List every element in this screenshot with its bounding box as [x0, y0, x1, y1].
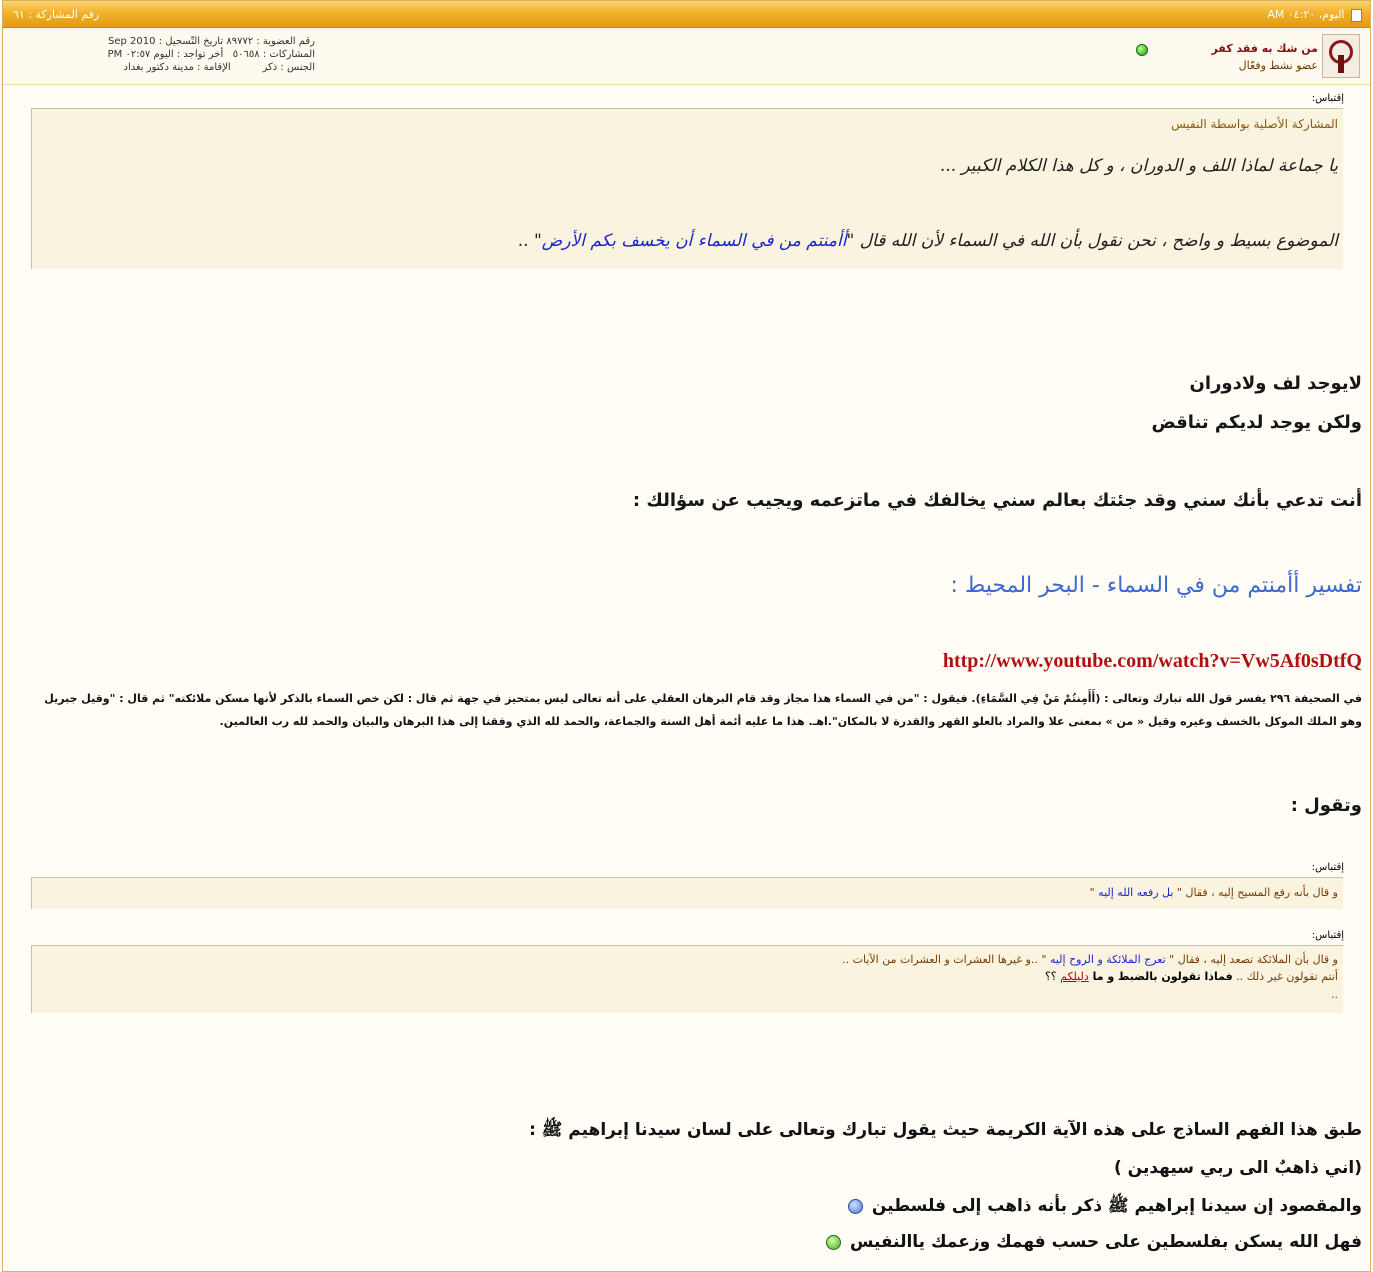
- quote-line: ..: [1331, 988, 1338, 1001]
- quote-box: [31, 108, 1343, 269]
- quote-line: أنتم تقولون غير ذلك .. فماذا تقولون بالضبط و ما دليلكم ؟؟: [1044, 970, 1338, 983]
- post-body: [3, 85, 1370, 1271]
- youtube-link[interactable]: http://www.youtube.com/watch?v=Vw5Af0sDtfQ: [942, 650, 1362, 672]
- member-number: رقم العضوية : ٨٩٧٧٢: [226, 36, 315, 47]
- username-link[interactable]: من شك به فقد كفر: [1211, 42, 1318, 55]
- last-seen: أخر تواجد : اليوم ٠٢:٥٧ PM: [107, 49, 224, 60]
- quote-author: المشاركة الأصلية بواسطة النفيس: [1171, 117, 1338, 131]
- verse-line: (اني ذاهبٌ الى ربي سيهدين ): [1113, 1158, 1362, 1178]
- quote-label: إقتباس:: [1311, 862, 1344, 873]
- post-number-link[interactable]: رقم المشاركة : ٦١: [13, 8, 100, 21]
- residence: الإقامة : مدينة دكتور بغداد: [123, 62, 231, 73]
- user-info-bar: [3, 28, 1370, 85]
- post-header-bar: [3, 1, 1370, 28]
- online-status-icon: [1136, 44, 1148, 56]
- crying-smiley-icon: [848, 1199, 863, 1214]
- text-line: لايوجد لف ولادوران: [1189, 373, 1362, 394]
- tafsir-heading: تفسير أأمنتم من في السماء - البحر المحيط :: [950, 573, 1362, 598]
- quote-box: [31, 945, 1343, 1013]
- registration-date: تاريخ التّسجيل : Sep 2010: [108, 36, 224, 47]
- quote-line: و قال بأن الملائكة تصعد إليه ، فقال " تعرج الملائكة و الروح إليه " ..و غيرها العشرات و العشرات من الآيات ..: [842, 953, 1338, 966]
- text-line: طبق هذا الفهم الساذج على هذه الآية الكريمة حيث يقول تبارك وتعالى على لسان سيدنا إبراهيم ﷺ :: [529, 1120, 1362, 1140]
- quote-label: إقتباس:: [1311, 93, 1344, 104]
- user-title: عضو نشط وفعّال: [1238, 59, 1318, 72]
- user-stats: [95, 35, 315, 74]
- quote-line: الموضوع بسيط و واضح ، نحن نقول بأن الله في السماء لأن الله قال "أأمنتم من في السماء أن يخسف بكم الأرض" ..: [517, 231, 1338, 251]
- post-frame: [2, 0, 1371, 1272]
- quote-box: [31, 877, 1343, 909]
- post-count: المشاركات : ٥٠٦٥٨: [232, 49, 315, 60]
- grinning-smiley-icon: [826, 1235, 841, 1250]
- quote-label: إقتباس:: [1311, 930, 1344, 941]
- quote-line: يا جماعة لماذا اللف و الدوران ، و كل هذا الكلام الكبير ...: [939, 156, 1338, 176]
- post-date: [1267, 8, 1362, 22]
- text-line: وتقول :: [1290, 795, 1362, 816]
- text-line: والمقصود إن سيدنا إبراهيم ﷺ ذكر بأنه ذاهب إلى فلسطين: [845, 1195, 1362, 1220]
- text-line: فهل الله يسكن بفلسطين على حسب فهمك وزعمك ياالنفيس: [823, 1232, 1362, 1252]
- tafsir-paragraph: في الصحيفة ٢٩٦ يفسر قول الله تبارك وتعالى : (أَأَمِنتُمْ مَنْ فِي السَّمَاءِ). فيقول : "من في السماء هذا مجاز وقد قام البرهان العقلي على أنه تعالى ليس بمتحيز في جهة ثم قال : لكن خص السماء بالذكر لأنها مسكن ملائكته" ثم قال : "وقيل جبريل وهو الملك الموكل بالخسف وغيره وقيل « من » بمعنى علا والمراد بالعلو القهر والقدرة لا بالمكان".اهـ. هذا ما عليه أئمة أهل السنة والجماعة، والحمد لله الذي وفقنا إلى هذا البرهان والبيان والحمد لله رب العالمين.: [44, 692, 1362, 728]
- post-date-text: اليوم، ٠٤:٢٠ AM: [1267, 8, 1345, 21]
- quote-line: و قال بأنه رفع المسيح إليه ، فقال " بل رفعه الله إليه ": [1089, 886, 1338, 899]
- text-line: أنت تدعي بأنك سني وقد جئتك بعالم سني يخالفك في ماتزعمه ويجيب عن سؤالك :: [632, 490, 1362, 511]
- avatar[interactable]: [1322, 34, 1360, 78]
- quoted-verse: أأمنتم من في السماء أن يخسف بكم الأرض: [541, 231, 847, 251]
- gender: الجنس : ذكر: [262, 62, 315, 73]
- document-icon: [1351, 9, 1362, 22]
- text-line: ولكن يوجد لديكم تناقض: [1151, 412, 1362, 433]
